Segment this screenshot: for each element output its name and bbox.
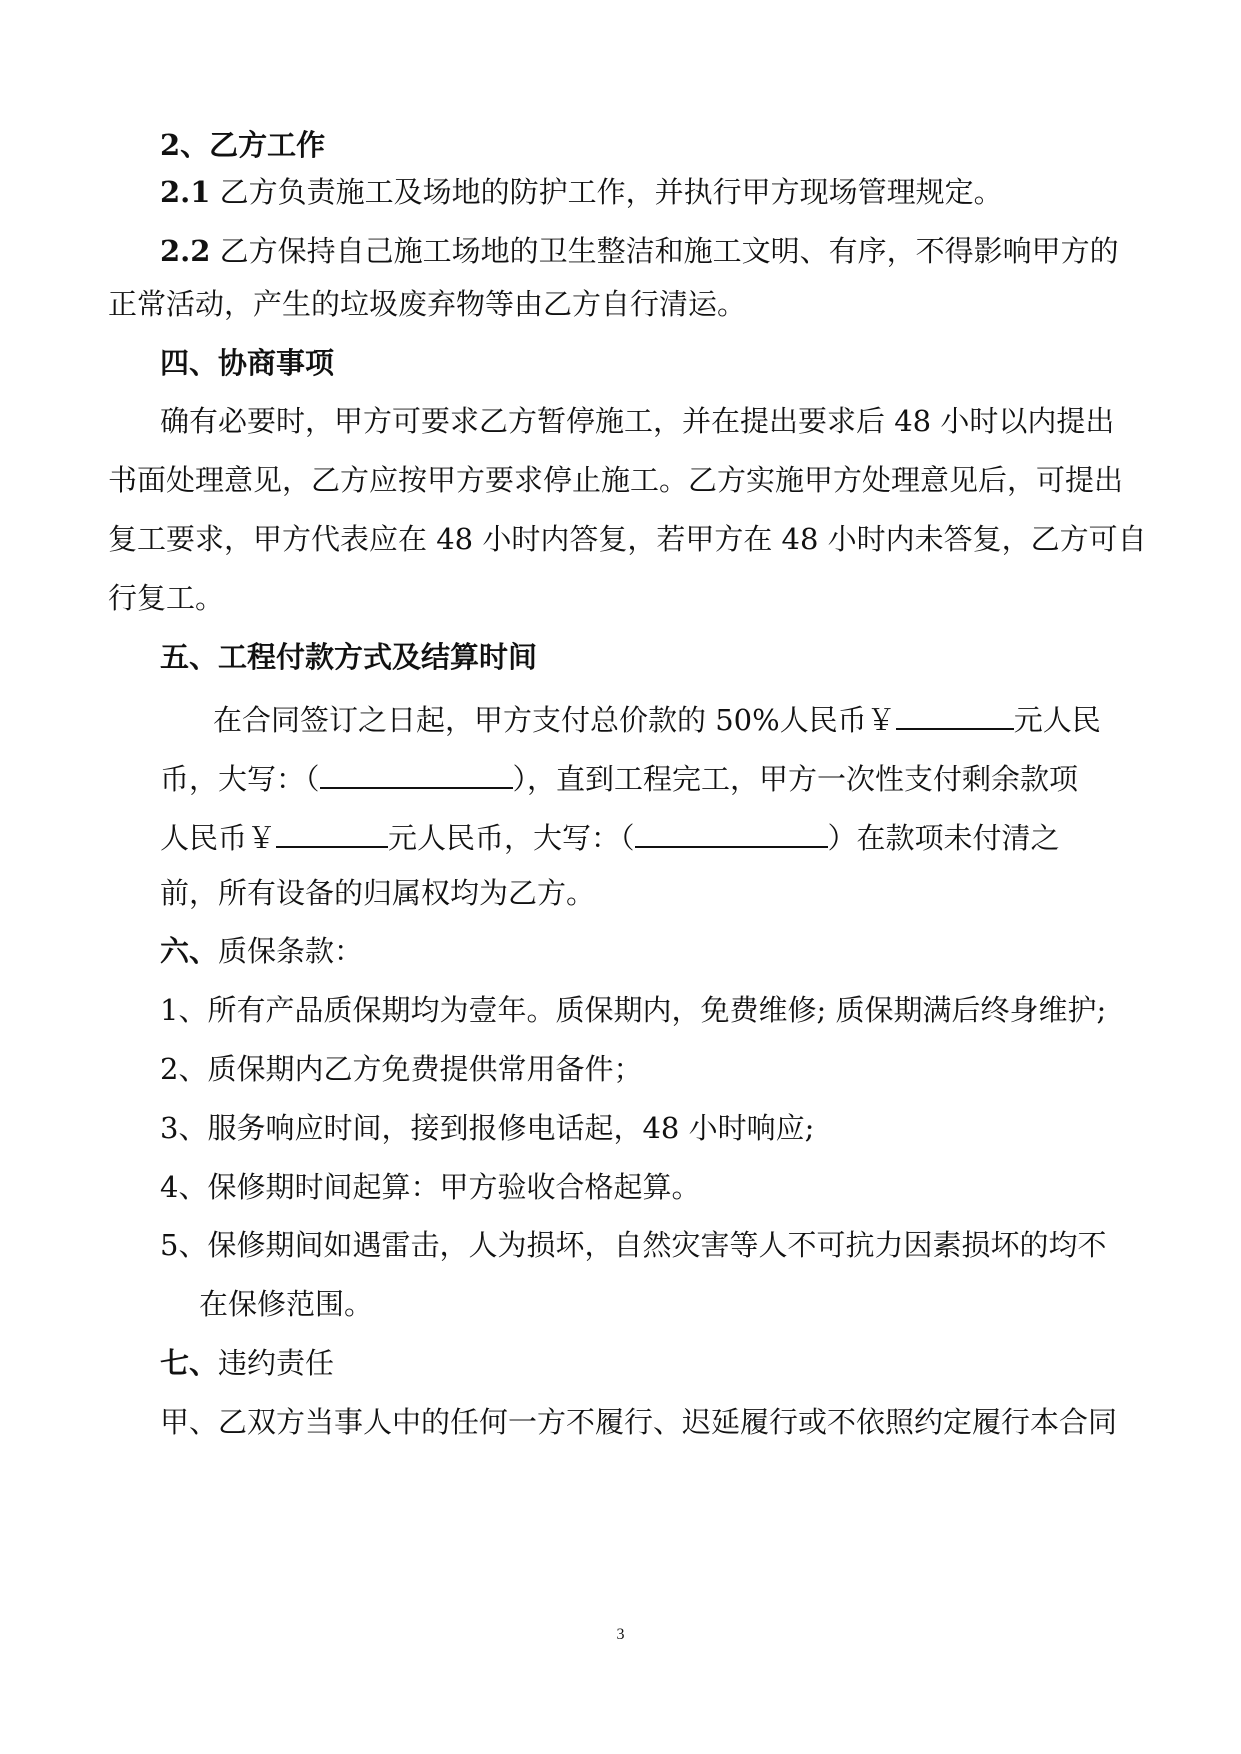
heading-number: 六、 — [160, 934, 219, 968]
warranty-item: 2、质保期内乙方免费提供常用备件； — [160, 1052, 643, 1086]
section-5-heading: 五、工程付款方式及结算时间 — [160, 640, 538, 674]
page-number: 3 — [616, 1626, 625, 1643]
section-7-line: 甲、乙双方当事人中的任何一方不履行、迟延履行或不依照约定履行本合同 — [160, 1405, 1118, 1439]
clause-number: 2.2 — [160, 234, 211, 268]
clause-2-1 — [160, 175, 1003, 209]
section-4-line: 确有必要时，甲方可要求乙方暂停施工，并在提出要求后 48 小时以内提出 — [160, 404, 1115, 438]
clause-text: 乙方保持自己施工场地的卫生整洁和施工文明、有序，不得影响甲方的 — [219, 234, 1119, 268]
warranty-item: 5、保修期间如遇雷击，人为损坏，自然灾害等人不可抗力因素损坏的均不 — [160, 1228, 1107, 1262]
payment-line-4: 前，所有设备的归属权均为乙方。 — [160, 876, 596, 910]
section-4-line: 复工要求，甲方代表应在 48 小时内答复，若甲方在 48 小时内未答复，乙方可自 — [108, 522, 1147, 556]
amount-words-blank — [635, 820, 828, 848]
amount-blank — [276, 820, 388, 848]
heading-text: 质保条款： — [218, 934, 364, 968]
clause-text: 乙方负责施工及场地的防护工作，并执行甲方现场管理规定。 — [219, 175, 1003, 209]
section-4-heading: 四、协商事项 — [160, 346, 335, 380]
warranty-item-cont: 在保修范围。 — [199, 1287, 374, 1321]
amount-words-blank — [320, 761, 513, 789]
payment-line-1 — [213, 702, 1101, 735]
clause-2-2-cont: 正常活动，产生的垃圾废弃物等由乙方自行清运。 — [108, 287, 747, 321]
payment-text: 人民币￥ — [160, 821, 277, 855]
warranty-item: 4、保修期时间起算：甲方验收合格起算。 — [160, 1170, 701, 1204]
payment-line-3 — [160, 820, 1060, 853]
payment-text: ）在款项未付清之 — [827, 821, 1060, 855]
amount-blank — [896, 702, 1014, 730]
payment-text: ），直到工程完工，甲方一次性支付剩余款项 — [512, 762, 1079, 796]
payment-text: 元人民 — [1013, 703, 1101, 737]
section-7-heading — [160, 1346, 335, 1380]
section-2-heading: 2、乙方工作 — [160, 128, 326, 162]
section-4-line: 行复工。 — [108, 581, 225, 615]
heading-text: 违约责任 — [218, 1346, 335, 1380]
payment-text: 元人民币，大写：（ — [388, 821, 635, 855]
heading-number: 七、 — [160, 1346, 219, 1380]
section-6-heading — [160, 934, 364, 968]
clause-2-2 — [160, 234, 1119, 268]
section-4-line: 书面处理意见，乙方应按甲方要求停止施工。乙方实施甲方处理意见后，可提出 — [108, 463, 1124, 497]
warranty-item: 3、服务响应时间，接到报修电话起，48 小时响应; — [160, 1111, 815, 1145]
warranty-item: 1、所有产品质保期均为壹年。质保期内，免费维修; 质保期满后终身维护; — [160, 993, 1107, 1027]
payment-text: 币，大写：（ — [160, 762, 320, 796]
clause-number: 2.1 — [160, 175, 211, 209]
payment-text: 在合同签订之日起，甲方支付总价款的 50%人民币￥ — [213, 703, 896, 737]
payment-line-2 — [160, 761, 1078, 794]
